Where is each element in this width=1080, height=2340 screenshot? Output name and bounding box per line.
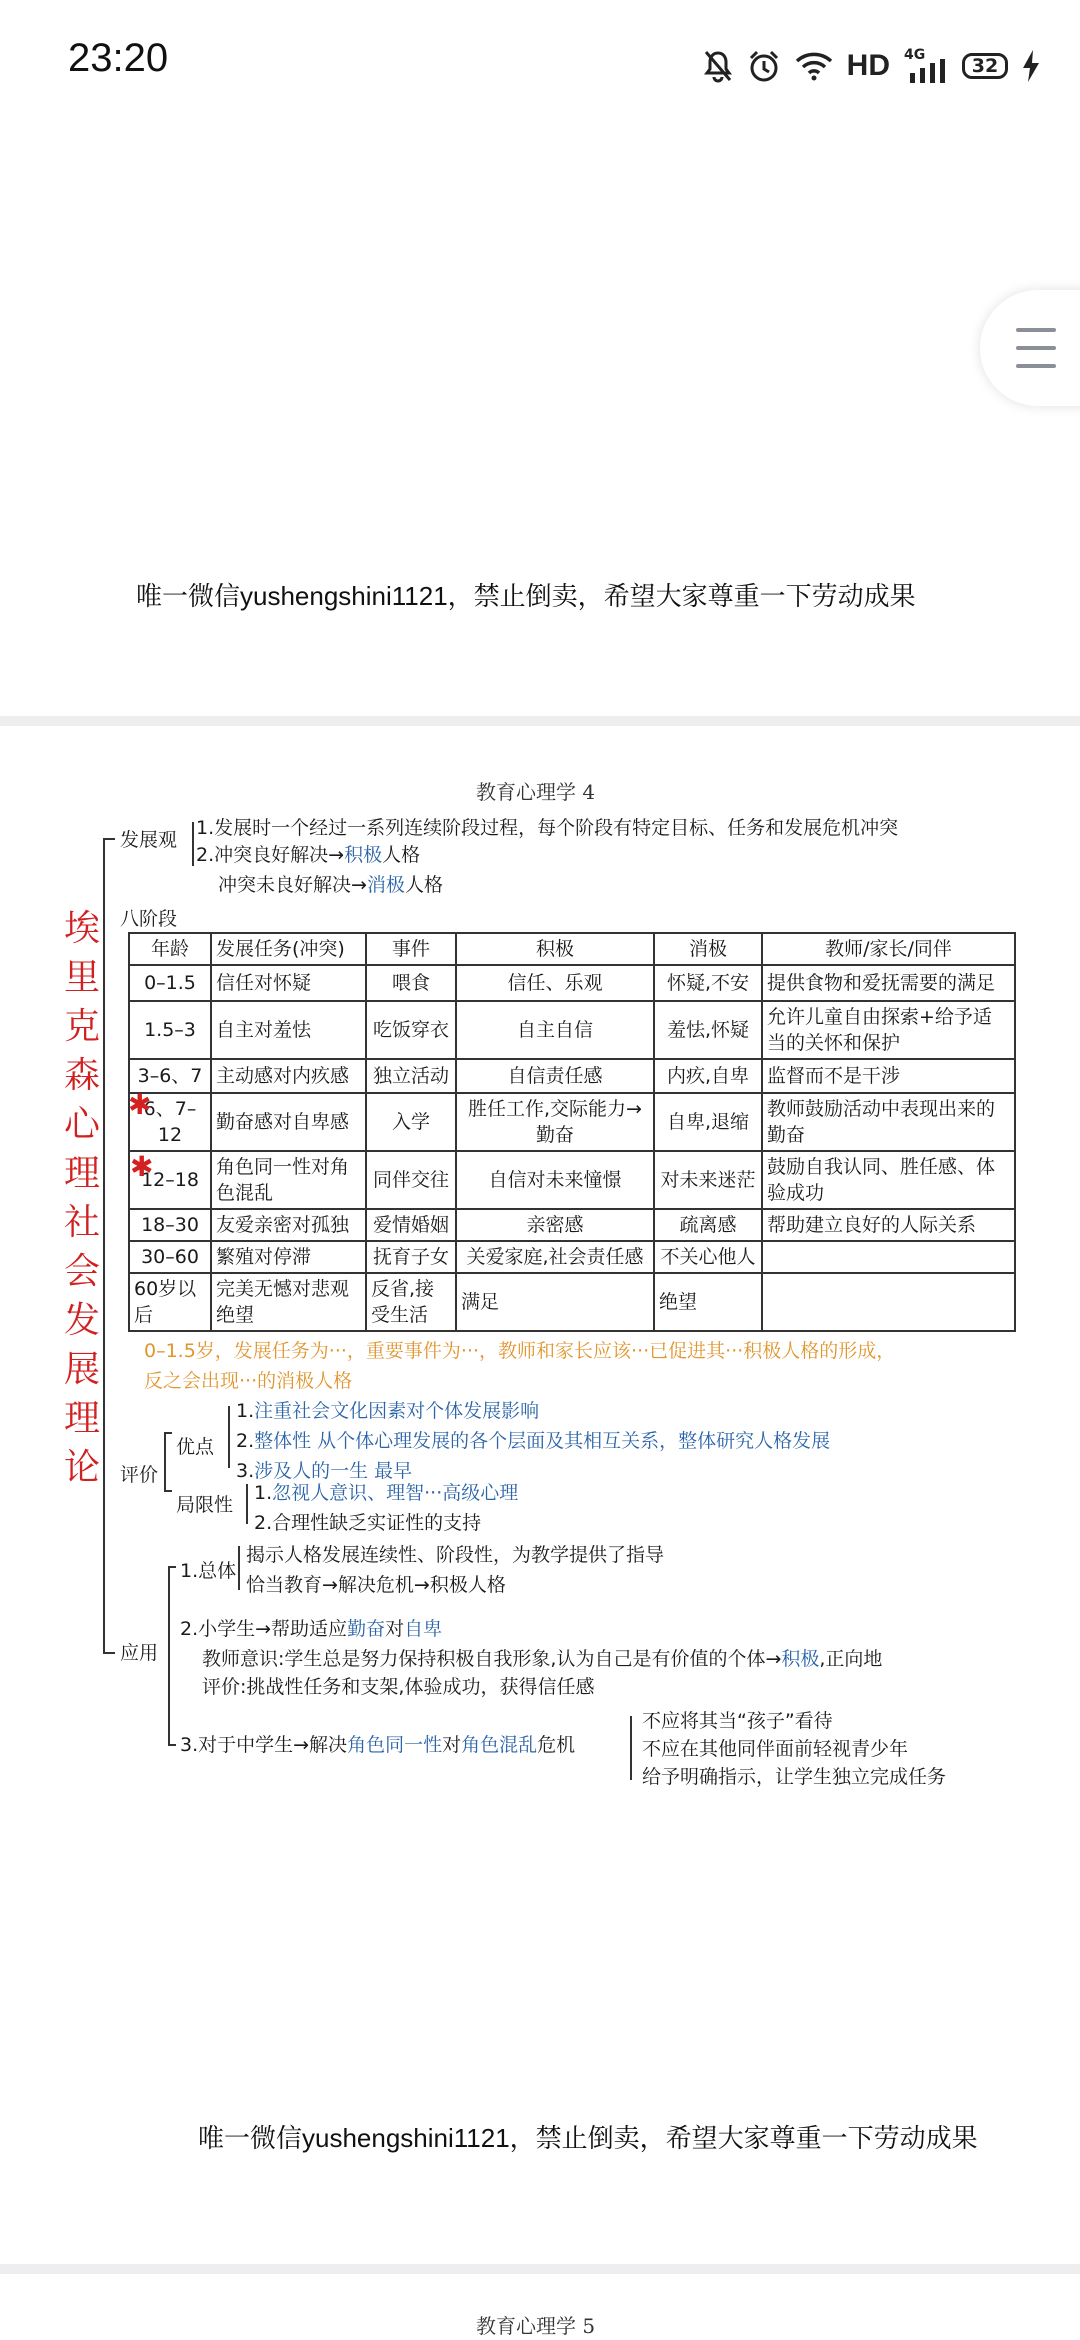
menu-icon-bar-2 bbox=[1016, 346, 1056, 350]
cell-age: 30–60 bbox=[129, 1241, 211, 1273]
middle-bracket bbox=[630, 1716, 632, 1780]
middle-text: 3.对于中学生→解决 bbox=[180, 1734, 348, 1756]
cell-event: 吃饭穿衣 bbox=[366, 1001, 456, 1059]
cell-task: 自主对羞怯 bbox=[211, 1001, 366, 1059]
cell-task: 信任对怀疑 bbox=[211, 965, 366, 1001]
primary-vs: 对 bbox=[385, 1618, 405, 1640]
table-row bbox=[129, 1151, 1015, 1209]
header-cell: 年龄 bbox=[129, 933, 211, 965]
cell-task: 友爱亲密对孤独 bbox=[211, 1209, 366, 1241]
network-type: HD bbox=[846, 49, 890, 82]
eval-bracket-bottom bbox=[164, 1490, 172, 1492]
cell-age: 12–18 bbox=[129, 1151, 211, 1209]
cell-negative: 不关心他人 bbox=[654, 1241, 762, 1273]
cell-negative: 内疚,自卑 bbox=[654, 1059, 762, 1093]
primary-text: 2.小学生→帮助适应 bbox=[180, 1618, 348, 1640]
merit-label: 优点 bbox=[176, 1436, 215, 1458]
limit-1-text: 忽视人意识、理智···高级心理 bbox=[272, 1482, 519, 1504]
limit-1 bbox=[254, 1478, 518, 1505]
header-cell: 积极 bbox=[456, 933, 654, 965]
cell-negative: 怀疑,不安 bbox=[654, 965, 762, 1001]
merit-bracket bbox=[228, 1406, 230, 1468]
cell-task: 勤奋感对自卑感 bbox=[211, 1093, 366, 1151]
status-time: 23:20 bbox=[68, 36, 169, 80]
page-separator bbox=[0, 2264, 1080, 2274]
watermark-top: 唯一微信yushengshini1121，禁止倒卖，希望大家尊重一下劳动成果 bbox=[136, 581, 916, 611]
header-cell: 发展任务(冲突) bbox=[211, 933, 366, 965]
middle-vs: 对 bbox=[442, 1734, 462, 1756]
merit-1-text: 注重社会文化因素对个体发展影响 bbox=[254, 1400, 540, 1422]
limit-2: 2.合理性缺乏实证性的支持 bbox=[254, 1512, 482, 1534]
cell-age: 3–6、7 bbox=[129, 1059, 211, 1093]
main-bracket-top bbox=[103, 838, 115, 840]
cell-task: 完美无憾对悲观绝望 bbox=[211, 1273, 366, 1331]
fazhan-point-2 bbox=[196, 840, 420, 867]
wifi-icon bbox=[795, 51, 833, 81]
teacher-text: 教师意识:学生总是努力保持积极自我形象,认为自己是有价值的个体→ bbox=[202, 1648, 782, 1670]
cell-age: 1.5–3 bbox=[129, 1001, 211, 1059]
table-row bbox=[129, 1209, 1015, 1241]
alarm-icon bbox=[747, 49, 781, 83]
header-cell: 教师/家长/同伴 bbox=[762, 933, 1015, 965]
general-1: 揭示人格发展连续性、阶段性，为教学提供了指导 bbox=[246, 1544, 665, 1566]
cell-guidance: 允许儿童自由探索+给予适当的关怀和保护 bbox=[762, 1001, 1015, 1059]
vertical-title: 埃里克森心理社会发展理论 bbox=[63, 908, 100, 1488]
table-row bbox=[129, 1273, 1015, 1331]
signal-icon bbox=[904, 49, 948, 83]
teacher-positive: 积极 bbox=[781, 1648, 820, 1670]
primary-diligence: 勤奋 bbox=[347, 1618, 386, 1640]
middle-crisis: 危机 bbox=[537, 1734, 576, 1756]
cell-event: 喂食 bbox=[366, 965, 456, 1001]
cell-task: 主动感对内疚感 bbox=[211, 1059, 366, 1093]
star-mark-icon: ✱ bbox=[130, 1150, 154, 1183]
cell-guidance bbox=[762, 1273, 1015, 1331]
orange-note-1: 0–1.5岁，发展任务为···，重要事件为···，教师和家长应该···已促进其···积极人格的形成， bbox=[144, 1340, 896, 1362]
cell-event: 独立活动 bbox=[366, 1059, 456, 1093]
cell-positive: 满足 bbox=[456, 1273, 654, 1331]
cell-event: 爱情婚姻 bbox=[366, 1209, 456, 1241]
merit-2-num: 2. bbox=[236, 1430, 255, 1452]
eval-bracket bbox=[164, 1432, 166, 1492]
mute-icon bbox=[703, 49, 733, 83]
fazhan-2-positive: 积极 bbox=[344, 844, 383, 866]
table-row bbox=[129, 1241, 1015, 1273]
middle-school bbox=[180, 1730, 575, 1757]
merit-1-num: 1. bbox=[236, 1400, 255, 1422]
merit-2 bbox=[236, 1426, 830, 1453]
charging-icon bbox=[1022, 50, 1040, 82]
battery-icon: 32 bbox=[962, 53, 1008, 79]
star-mark-icon: ✱ bbox=[128, 1088, 152, 1121]
cell-positive: 亲密感 bbox=[456, 1209, 654, 1241]
cell-event: 入学 bbox=[366, 1093, 456, 1151]
teacher-suffix: ,正向地 bbox=[819, 1648, 883, 1670]
limit-label: 局限性 bbox=[176, 1494, 234, 1516]
middle-identity: 角色同一性 bbox=[347, 1734, 443, 1756]
merit-1 bbox=[236, 1396, 539, 1423]
apply-label: 应用 bbox=[120, 1642, 159, 1664]
table-row bbox=[129, 1093, 1015, 1151]
cell-age: 0–1.5 bbox=[129, 965, 211, 1001]
fazhan-3-suffix: 人格 bbox=[404, 874, 443, 896]
cell-positive: 自主自信 bbox=[456, 1001, 654, 1059]
limit-1-num: 1. bbox=[254, 1482, 273, 1504]
eval-bracket-top bbox=[164, 1432, 172, 1434]
cell-event: 抚育子女 bbox=[366, 1241, 456, 1273]
cell-positive: 自信对未来憧憬 bbox=[456, 1151, 654, 1209]
middle-confusion: 角色混乱 bbox=[461, 1734, 538, 1756]
cell-guidance: 帮助建立良好的人际关系 bbox=[762, 1209, 1015, 1241]
cell-positive: 关爱家庭,社会责任感 bbox=[456, 1241, 654, 1273]
cell-task: 繁殖对停滞 bbox=[211, 1241, 366, 1273]
cell-guidance: 教师鼓励活动中表现出来的勤奋 bbox=[762, 1093, 1015, 1151]
cell-guidance bbox=[762, 1241, 1015, 1273]
cell-age: 18–30 bbox=[129, 1209, 211, 1241]
eval-label: 评价 bbox=[120, 1464, 159, 1486]
cell-positive: 自信责任感 bbox=[456, 1059, 654, 1093]
page-separator bbox=[0, 716, 1080, 726]
menu-icon-bar-3 bbox=[1016, 364, 1056, 368]
merit-3-text: 涉及人的一生 最早 bbox=[254, 1460, 413, 1482]
middle-1: 不应将其当“孩子”看待 bbox=[642, 1710, 833, 1732]
stages-table bbox=[128, 932, 1016, 1332]
orange-note-2: 反之会出现···的消极人格 bbox=[144, 1370, 353, 1392]
menu-icon-bar-1 bbox=[1016, 328, 1056, 332]
header-cell: 消极 bbox=[654, 933, 762, 965]
teacher-awareness bbox=[202, 1644, 882, 1671]
cell-event: 同伴交往 bbox=[366, 1151, 456, 1209]
general-label: 1.总体 bbox=[180, 1560, 237, 1582]
general-2: 恰当教育→解决危机→积极人格 bbox=[246, 1574, 506, 1596]
cell-event: 反省,接受生活 bbox=[366, 1273, 456, 1331]
header-cell: 事件 bbox=[366, 933, 456, 965]
cell-negative: 疏离感 bbox=[654, 1209, 762, 1241]
cellular-label: 4G bbox=[904, 47, 926, 63]
table-row bbox=[129, 1001, 1015, 1059]
merit-3-num: 3. bbox=[236, 1460, 255, 1482]
page-title-4: 教育心理学 4 bbox=[476, 780, 596, 804]
cell-task: 角色同一性对角色混乱 bbox=[211, 1151, 366, 1209]
apply-bracket-top bbox=[168, 1566, 176, 1568]
watermark-bottom: 唯一微信yushengshini1121，禁止倒卖，希望大家尊重一下劳动成果 bbox=[198, 2123, 978, 2153]
cell-age: 60岁以后 bbox=[129, 1273, 211, 1331]
limit-bracket bbox=[246, 1484, 248, 1524]
cell-negative: 绝望 bbox=[654, 1273, 762, 1331]
menu-button[interactable] bbox=[980, 290, 1080, 406]
apply-bracket bbox=[168, 1566, 170, 1746]
fazhan-point-1: 1.发展时一个经过一系列连续阶段过程，每个阶段有特定目标、任务和发展危机冲突 bbox=[196, 817, 899, 839]
cell-guidance: 提供食物和爱抚需要的满足 bbox=[762, 965, 1015, 1001]
fazhan-2-text: 2.冲突良好解决→ bbox=[196, 844, 345, 866]
primary-inferiority: 自卑 bbox=[404, 1618, 443, 1640]
fazhan-label: 发展观 bbox=[120, 829, 178, 851]
middle-3: 给予明确指示，让学生独立完成任务 bbox=[642, 1766, 947, 1788]
cell-negative: 自卑,退缩 bbox=[654, 1093, 762, 1151]
fazhan-point-3 bbox=[218, 870, 443, 897]
cell-negative: 羞怯,怀疑 bbox=[654, 1001, 762, 1059]
table-row bbox=[129, 1059, 1015, 1093]
cell-positive: 信任、乐观 bbox=[456, 965, 654, 1001]
table-header-row bbox=[129, 933, 1015, 965]
general-bracket bbox=[238, 1546, 240, 1590]
cell-age: 6、7–12 bbox=[129, 1093, 211, 1151]
main-bracket-bottom bbox=[103, 1652, 115, 1654]
fazhan-3-text: 冲突未良好解决→ bbox=[218, 874, 367, 896]
teacher-eval: 评价:挑战性任务和支架,体验成功，获得信任感 bbox=[202, 1676, 595, 1698]
cell-guidance: 监督而不是干涉 bbox=[762, 1059, 1015, 1093]
cell-guidance: 鼓励自我认同、胜任感、体验成功 bbox=[762, 1151, 1015, 1209]
stages-label: 八阶段 bbox=[120, 908, 178, 930]
primary-school bbox=[180, 1614, 442, 1641]
cell-positive: 胜任工作,交际能力→勤奋 bbox=[456, 1093, 654, 1151]
merit-2-text: 整体性 从个体心理发展的各个层面及其相互关系，整体研究人格发展 bbox=[254, 1430, 831, 1452]
middle-2: 不应在其他同伴面前轻视青少年 bbox=[642, 1738, 909, 1760]
fazhan-bracket bbox=[192, 822, 194, 866]
fazhan-3-negative: 消极 bbox=[366, 874, 405, 896]
table-row bbox=[129, 965, 1015, 1001]
fazhan-2-suffix: 人格 bbox=[382, 844, 421, 866]
apply-bracket-bottom bbox=[168, 1744, 176, 1746]
status-icons bbox=[703, 44, 1040, 88]
cell-negative: 对未来迷茫 bbox=[654, 1151, 762, 1209]
main-bracket-line bbox=[103, 838, 105, 1654]
page-title-5: 教育心理学 5 bbox=[476, 2314, 596, 2338]
